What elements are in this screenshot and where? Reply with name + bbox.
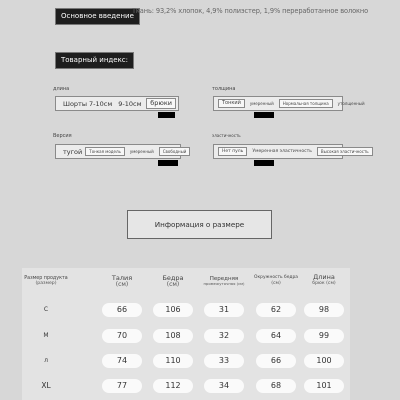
length-option-9-10: 9-10см — [118, 99, 142, 108]
thickness-label: толщина — [212, 86, 236, 92]
length-label: длина — [53, 86, 70, 92]
size-label-l: л — [44, 357, 48, 364]
elasticity-option-bar — [213, 144, 369, 159]
fabric-composition: Ткань: 93,2% хлопок, 4,9% полиэстер, 1,9% переработанное волокно — [132, 7, 369, 15]
table-cell: 101 — [304, 379, 344, 393]
product-index-label: Товарный индекс: — [61, 56, 129, 64]
table-cell: 66 — [256, 354, 296, 368]
elasticity-option-none: Нет пуль — [218, 147, 247, 156]
thigh-column — [253, 268, 299, 400]
basic-intro-tag — [55, 8, 140, 25]
elasticity-selected-marker — [254, 160, 274, 166]
table-cell: 100 — [304, 354, 344, 368]
hips-column — [153, 268, 193, 400]
thickness-option-normal: Нормальная толщина — [279, 99, 333, 108]
table-cell: 33 — [204, 354, 244, 368]
table-cell: 64 — [256, 329, 296, 343]
size-table — [22, 268, 350, 400]
table-cell: 112 — [153, 379, 193, 393]
size-column-header: Размер продукта (размер) — [24, 276, 68, 287]
version-option-tight: тугой — [63, 147, 83, 156]
table-cell: 74 — [102, 354, 142, 368]
front-rise-column — [202, 268, 246, 400]
table-cell: 34 — [204, 379, 244, 393]
table-cell: 110 — [153, 354, 193, 368]
table-cell: 68 — [256, 379, 296, 393]
table-cell: 62 — [256, 303, 296, 317]
pants-length-column-header: Длина брюк (см) — [312, 273, 336, 287]
version-option-loose: Свободный — [159, 147, 191, 156]
table-cell: 70 — [102, 329, 142, 343]
version-option-bar — [55, 144, 187, 159]
table-cell: 98 — [304, 303, 344, 317]
thickness-option-bar — [213, 96, 365, 111]
thickness-option-thin: Тонкий — [218, 99, 245, 108]
size-column — [22, 268, 70, 400]
waist-column — [102, 268, 142, 400]
size-label-s: С — [43, 306, 49, 313]
front-rise-column-header: Передняя промежуточная (см) — [203, 276, 245, 287]
length-selected-marker — [158, 112, 175, 118]
size-info-heading — [127, 210, 272, 239]
elasticity-option-high: Высокая эластичность — [317, 147, 373, 156]
pants-length-column — [304, 268, 344, 400]
table-cell: 77 — [102, 379, 142, 393]
table-cell: 106 — [153, 303, 193, 317]
length-option-pants: брюки — [146, 98, 176, 109]
version-label: Версия — [53, 133, 72, 139]
waist-column-header: Талия (см) — [111, 274, 133, 289]
length-option-shorts: Шорты 7-10см — [63, 99, 113, 108]
size-label-m: М — [43, 332, 49, 339]
version-option-slim: Тонкая модель — [85, 147, 125, 156]
thickness-option-moderate: умеренный — [249, 101, 274, 106]
product-index-tag — [55, 52, 134, 69]
table-cell: 66 — [102, 303, 142, 317]
length-option-bar — [55, 96, 179, 111]
table-cell: 99 — [304, 329, 344, 343]
thickness-option-thick: утолщенный — [337, 101, 365, 106]
table-cell: 31 — [204, 303, 244, 317]
version-option-moderate: умеренный — [129, 149, 154, 154]
table-cell: 32 — [204, 329, 244, 343]
elasticity-label: эластичность — [212, 133, 241, 138]
table-cell: 108 — [153, 329, 193, 343]
thickness-selected-marker — [254, 112, 274, 118]
size-info-title: Информация о размере — [154, 220, 245, 229]
basic-intro-label: Основное введение — [61, 12, 134, 20]
elasticity-option-moderate: Умеренная эластичность — [252, 149, 312, 154]
hips-column-header: Бедра (см) — [162, 274, 184, 289]
version-selected-marker — [158, 160, 178, 166]
thigh-column-header: Окружность бедра (см) — [254, 275, 298, 286]
size-label-xl: XL — [41, 381, 51, 390]
